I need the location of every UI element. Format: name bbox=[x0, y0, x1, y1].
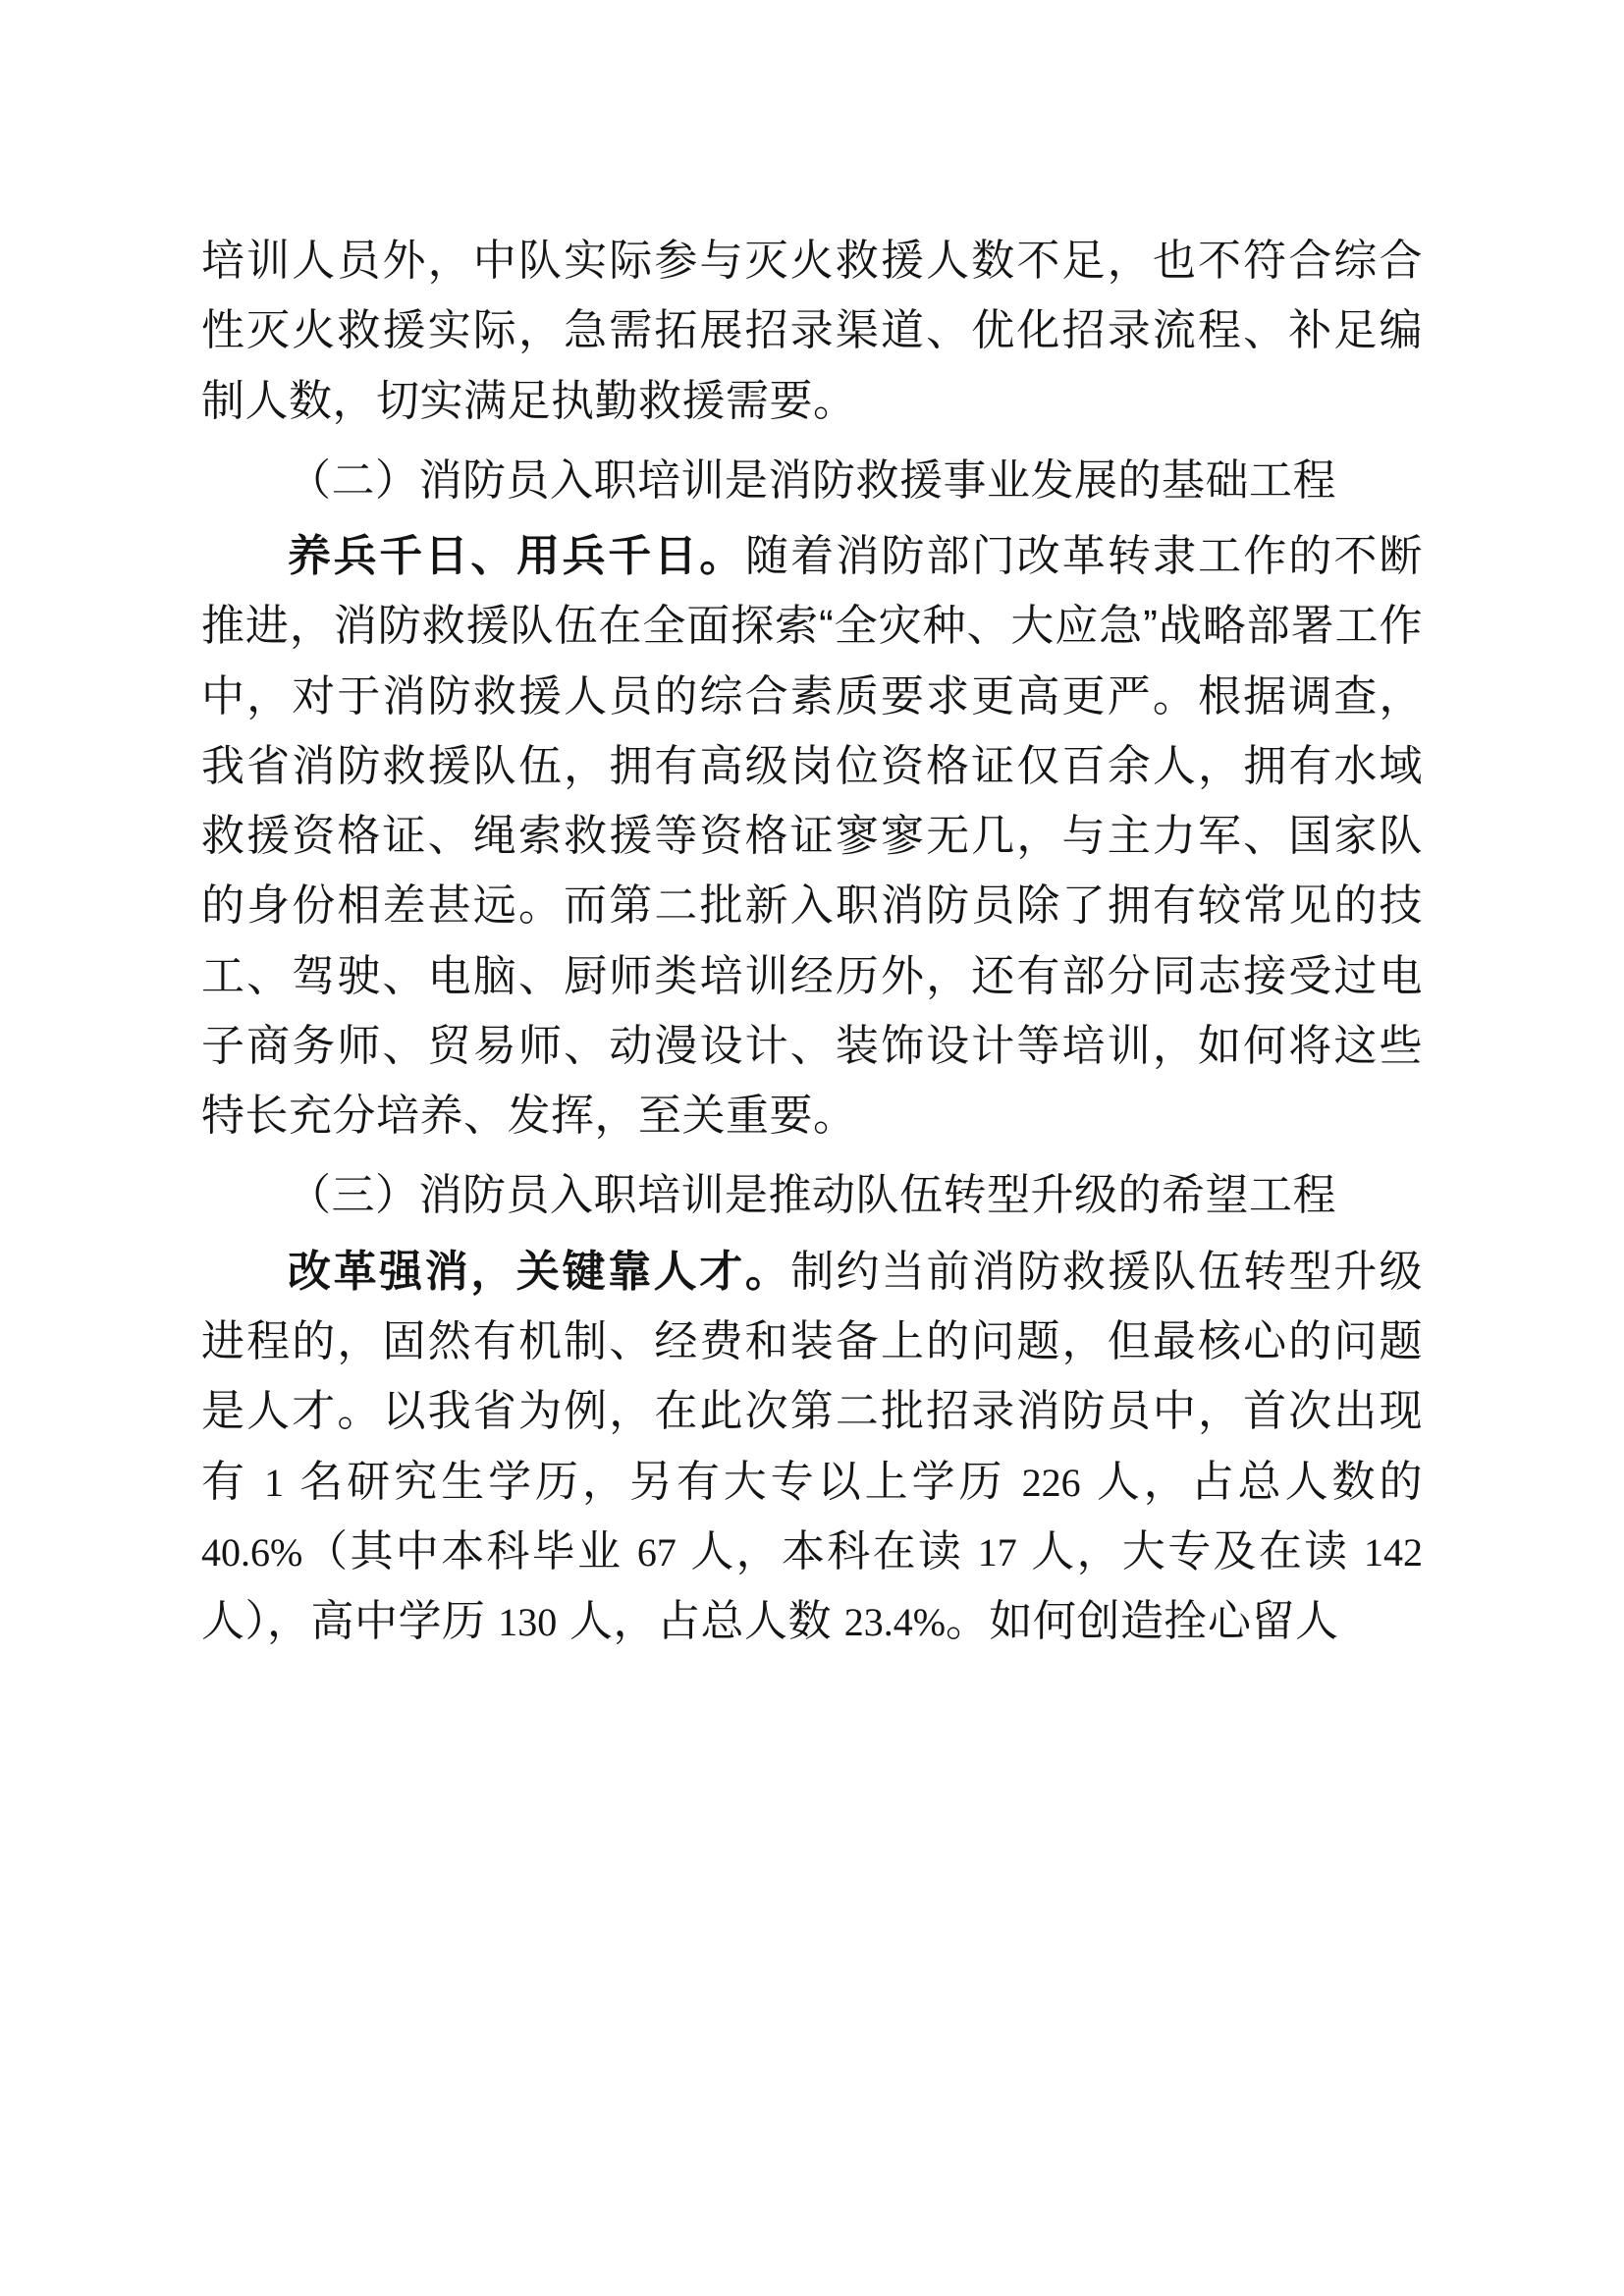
paragraph-three-text-5: 人，本科在读 bbox=[676, 1526, 978, 1575]
paragraph-three-lead: 改革强消，关键靠人才。 bbox=[288, 1247, 791, 1296]
paragraph-continued: 培训人员外，中队实际参与灭火救援人数不足，也不符合综合性灭火救援实际，急需拓展招录渠道、优化招录流程、补足编制人数，切实满足执勤救援需要。 bbox=[201, 237, 1423, 425]
stat-highschool-count: 130 bbox=[498, 1600, 558, 1645]
paragraph-three-text-7: 人），高中学历 bbox=[201, 1597, 499, 1646]
paragraph-three-text-4: （其中本科毕业 bbox=[302, 1526, 637, 1575]
paragraph-two-lead: 养兵千日、用兵千日。 bbox=[288, 532, 746, 581]
stat-college-above-percent: 40.6% bbox=[201, 1529, 303, 1575]
paragraph-three-text-6: 人，大专及在读 bbox=[1016, 1526, 1364, 1575]
document-body bbox=[201, 226, 1423, 1656]
paragraph-three-text-3: 人，占总人数的 bbox=[1080, 1457, 1423, 1506]
paragraph-three-text-2: 名研究生学历，另有大专以上学历 bbox=[284, 1457, 1022, 1506]
paragraph-section-two bbox=[201, 521, 1423, 1150]
paragraph-three-text-8: 人，占总人数 bbox=[557, 1597, 844, 1646]
paragraph-section-three bbox=[201, 1237, 1423, 1657]
paragraph-three-text-9: 。如何创造拴心留人 bbox=[946, 1597, 1339, 1646]
stat-bachelor-studying-count: 17 bbox=[977, 1529, 1017, 1575]
stat-graduate-count: 1 bbox=[264, 1460, 285, 1505]
heading-section-three: （三）消防员入职培训是推动队伍转型升级的希望工程 bbox=[288, 1171, 1336, 1220]
stat-bachelor-graduated-count: 67 bbox=[636, 1529, 677, 1575]
stat-junior-college-count: 142 bbox=[1364, 1529, 1423, 1575]
stat-college-above-count: 226 bbox=[1021, 1460, 1081, 1505]
stat-highschool-percent: 23.4% bbox=[843, 1600, 947, 1645]
paragraph-three-text-1: 制约当前消防救援队伍转型升级进程的，固然有机制、经费和装备上的问题，但最核心的问题是人才。以我省为例，在此次第二批招录消防员中，首次出现有 bbox=[201, 1247, 1424, 1506]
paragraph-two-text: 随着消防部门改革转隶工作的不断推进，消防救援队伍在全面探索“全灾种、大应急”战略部署工作中，对于消防救援人员的综合素质要求更高更严。根据调查，我省消防救援队伍，拥有高级岗位资格证仅百余人，拥有水域救援资格证、绳索救援等资格证寥寥无几，与主力军、国家队的身份相差甚远。而第二批新入职消防员除了拥有较常见的技工、驾驶、电脑、厨师类培训经历外，还有部分同志接受过电子商务师、贸易师、动漫设计、装饰设计等培训，如何将这些特长充分培养、发挥，至关重要。 bbox=[201, 532, 1424, 1141]
heading-section-two: （二）消防员入职培训是消防救援事业发展的基础工程 bbox=[288, 455, 1336, 505]
